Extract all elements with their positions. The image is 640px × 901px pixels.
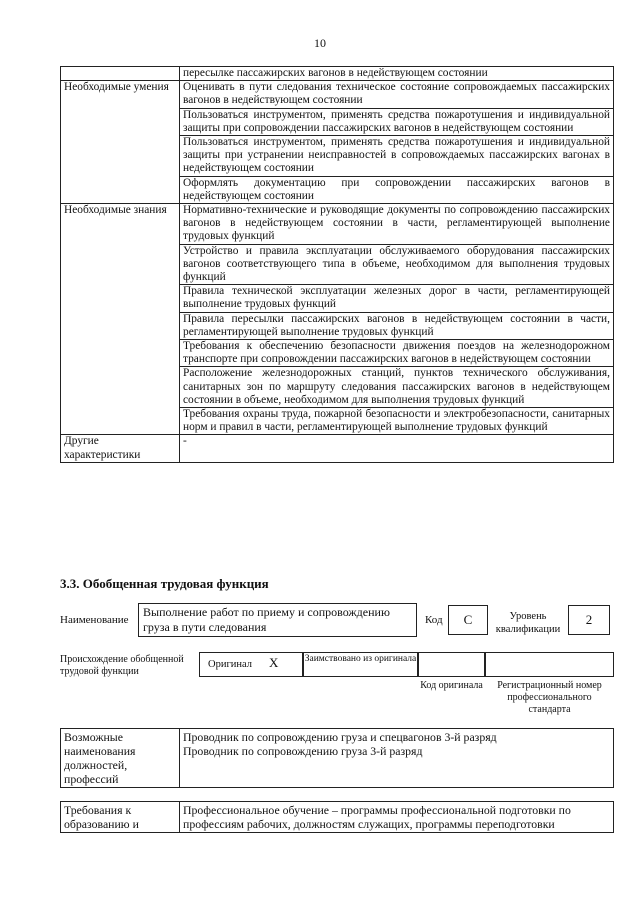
origin-code-cell — [418, 652, 485, 677]
education-text: Профессиональное обучение – программы профессиональной подготовки по профессиям рабочих, должностям служащих, программы переподготовки — [180, 802, 614, 833]
education-table — [60, 801, 614, 833]
function-name-value: Выполнение работ по приему и сопровождению груза в пути следования — [138, 603, 417, 637]
level-label: Уровень квалификации — [495, 611, 561, 635]
table-cell: Пользоваться инструментом, применять средства пожаротушения и индивидуальной защиты при сопровождении пассажирских вагонов в недействующем состоянии — [180, 108, 614, 135]
code-label: Код — [425, 614, 443, 626]
original-label: Оригинал — [208, 659, 252, 670]
origin-reg-cell — [485, 652, 614, 677]
table-cell: Оформлять документацию при сопровождении пассажирских вагонов в недействующем состоянии — [180, 176, 614, 203]
section-title: 3.3. Обобщенная трудовая функция — [60, 576, 269, 591]
code-value: С — [448, 605, 488, 635]
jobs-table — [60, 728, 614, 788]
table-row — [61, 81, 614, 108]
table-row — [61, 435, 614, 462]
table-row — [61, 204, 614, 245]
table-cell: пересылке пассажирских вагонов в недействующем состоянии — [180, 67, 614, 81]
table-cell: Правила пересылки пассажирских вагонов в недействующем состоянии в части, регламентирующей выполнение трудовых функций — [180, 312, 614, 339]
table-cell: Расположение железнодорожных станций, пунктов технического обслуживания, санитарных зон по маршруту следования пассажирских вагонов в недействующем состоянии в объеме, необходимом для выполнения трудовых функций — [180, 367, 614, 408]
table-cell: Нормативно-технические и руководящие документы по сопровождению пассажирских вагонов в недействующем состоянии в части, регламентирующей выполнение трудовых функций — [180, 204, 614, 245]
row-label: Необходимые умения — [61, 81, 180, 204]
table-cell: Требования к обеспечению безопасности движения поездов на железнодорожном транспорте при сопровождении пассажирских вагонов в недействующем состоянии — [180, 340, 614, 367]
name-label: Наименование — [60, 614, 129, 626]
row-label: Другие характеристики — [61, 435, 180, 462]
table-cell: Требования охраны труда, пожарной безопасности и электробезопасности, санитарных норм и правил в части, регламентирующей выполнение трудовых функций — [180, 408, 614, 435]
page-number: 10 — [314, 36, 326, 50]
borrowed-label: Заимствовано из оригинала — [304, 654, 417, 664]
origin-label: Происхождение обобщенной трудовой функции — [60, 654, 184, 677]
row-label — [61, 67, 180, 81]
origin-code-caption: Код оригинала — [420, 680, 483, 691]
table-cell: Устройство и правила эксплуатации обслуживаемого оборудования пассажирских вагонов соответствующего типа в объеме, необходимом для выполнения трудовых функций — [180, 244, 614, 285]
jobs-list — [180, 729, 614, 788]
level-value: 2 — [568, 605, 610, 635]
education-label: Требования к образованию и — [61, 802, 180, 833]
origin-reg-caption: Регистрационный номер профессионального стандарта — [497, 680, 602, 715]
competency-table — [60, 66, 614, 463]
table-row — [61, 67, 614, 81]
jobs-label: Возможные наименования должностей, профессий — [61, 729, 180, 788]
table-cell: - — [180, 435, 614, 462]
table-cell: Пользоваться инструментом, применять средства пожаротушения и индивидуальной защиты при устранении неисправностей в сопровождаемых пассажирских вагонах в недействующем состоянии — [180, 136, 614, 177]
table-cell: Оценивать в пути следования техническое состояние сопровождаемых пассажирских вагонов в недействующем состоянии — [180, 81, 614, 108]
list-item: Проводник по сопровождению груза и спецвагонов 3-й разряд — [183, 730, 497, 744]
original-mark: X — [269, 655, 279, 670]
table-cell: Правила технической эксплуатации железных дорог в части, регламентирующей выполнение трудовых функций — [180, 285, 614, 312]
row-label: Необходимые знания — [61, 204, 180, 435]
list-item: Проводник по сопровождению груза 3-й разряд — [183, 744, 423, 758]
competency-table-body — [61, 67, 614, 463]
